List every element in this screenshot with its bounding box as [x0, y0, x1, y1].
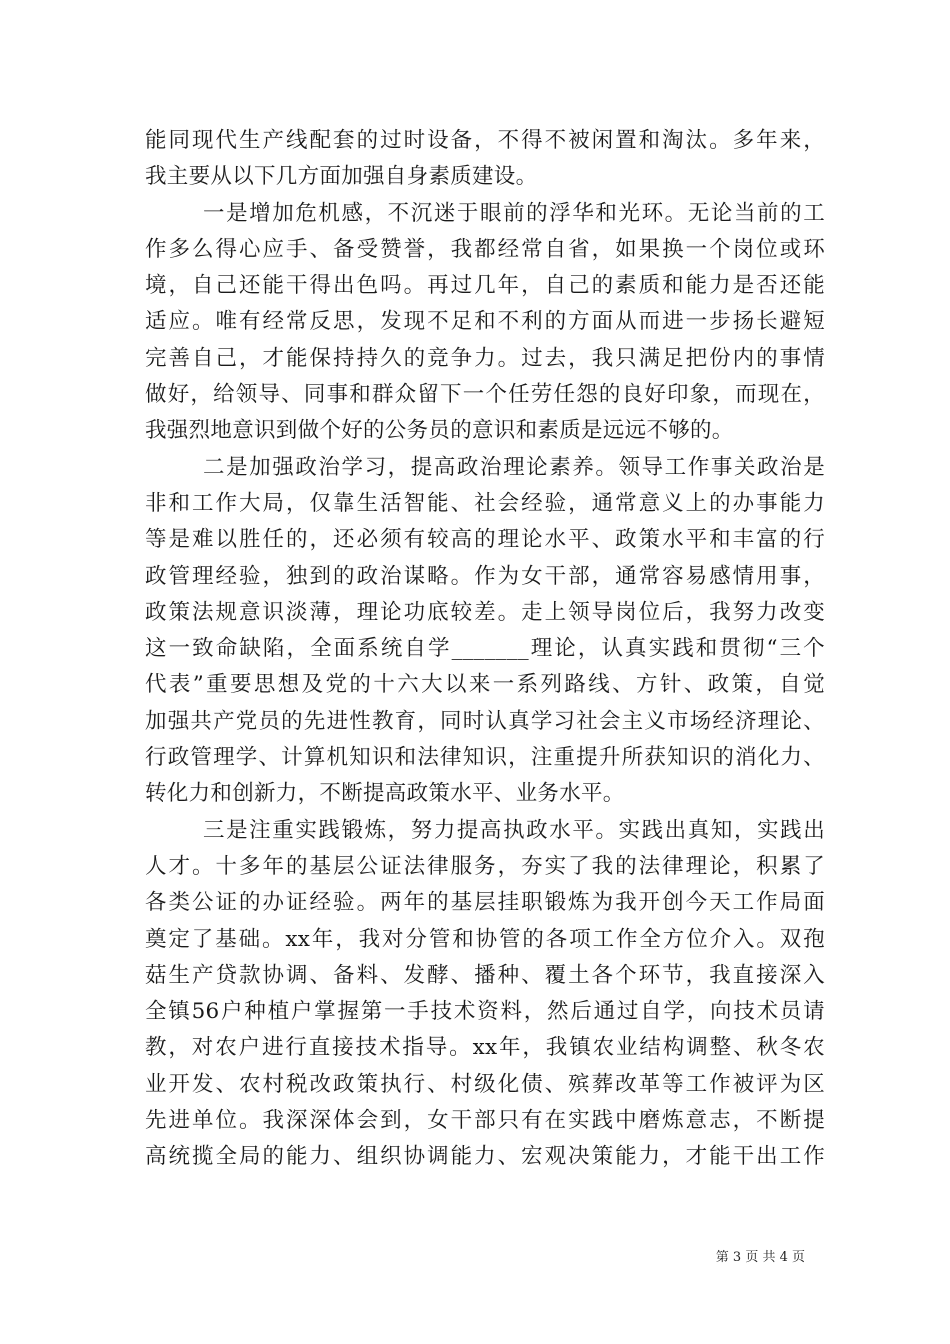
- body-text: [145, 123, 825, 1176]
- text-line: 我强烈地意识到做个好的公务员的意识和素质是远远不够的。: [145, 418, 734, 444]
- paragraph-start-line: 二是加强政治学习，提高政治理论素养。领导工作事关政治是: [203, 454, 825, 480]
- text-line: 完善自己，才能保持持久的竞争力。过去，我只满足把份内的事情: [145, 345, 825, 371]
- text-line: 行政管理学、计算机知识和法律知识，注重提升所获知识的消化力、: [145, 745, 825, 771]
- text-line: 先进单位。我深深体会到，女干部只有在实践中磨炼意志，不断提: [145, 1108, 825, 1134]
- text-line: 业开发、农村税改政策执行、村级化债、殡葬改革等工作被评为区: [145, 1071, 825, 1097]
- text-line: 适应。唯有经常反思，发现不足和不利的方面从而进一步扬长避短: [145, 309, 825, 335]
- text-line: 各类公证的办证经验。两年的基层挂职锻炼为我开创今天工作局面: [145, 890, 825, 916]
- text-line: 转化力和创新力，不断提高政策水平、业务水平。: [145, 781, 625, 807]
- paragraph-start-line: 三是注重实践锻炼，努力提高执政水平。实践出真知，实践出: [203, 817, 825, 843]
- text-line: 政管理经验，独到的政治谋略。作为女干部，通常容易感情用事，: [145, 563, 825, 589]
- text-line: 高统揽全局的能力、组织协调能力、宏观决策能力，才能干出工作: [145, 1144, 825, 1170]
- text-line: 这一致命缺陷，全面系统自学_______理论，认真实践和贯彻“三个: [145, 636, 825, 662]
- text-line: 加强共产党员的先进性教育，同时认真学习社会主义市场经济理论、: [145, 708, 825, 734]
- text-line: 教，对农户进行直接技术指导。xx年，我镇农业结构调整、秋冬农: [145, 1035, 825, 1061]
- text-line: 菇生产贷款协调、备料、发酵、播种、覆土各个环节，我直接深入: [145, 962, 825, 988]
- text-line: 等是难以胜任的，还必须有较高的理论水平、政策水平和丰富的行: [145, 527, 825, 553]
- text-line: 境，自己还能干得出色吗。再过几年，自己的素质和能力是否还能: [145, 273, 825, 299]
- text-line: 人才。十多年的基层公证法律服务，夯实了我的法律理论，积累了: [145, 853, 825, 879]
- text-line: 非和工作大局，仅靠生活智能、社会经验，通常意义上的办事能力: [145, 490, 825, 516]
- text-line: 作多么得心应手、备受赞誉，我都经常自省，如果换一个岗位或环: [145, 236, 825, 262]
- text-line: 我主要从以下几方面加强自身素质建设。: [145, 164, 538, 190]
- text-line: 能同现代生产线配套的过时设备，不得不被闲置和淘汰。多年来，: [145, 128, 825, 153]
- text-line: 代表”重要思想及党的十六大以来一系列路线、方针、政策，自觉: [145, 672, 825, 698]
- text-line: 政策法规意识淡薄，理论功底较差。走上领导岗位后，我努力改变: [145, 599, 825, 625]
- text-line: 做好，给领导、同事和群众留下一个任劳任怨的良好印象，而现在，: [145, 382, 825, 408]
- page-number-footer: 第 3 页 共 4 页: [715, 1250, 805, 1265]
- paragraph-start-line: 一是增加危机感，不沉迷于眼前的浮华和光环。无论当前的工: [203, 200, 825, 226]
- text-line: 全镇56户种植户掌握第一手技术资料，然后通过自学，向技术员请: [145, 999, 825, 1025]
- text-line: 奠定了基础。xx年，我对分管和协管的各项工作全方位介入。双孢: [145, 926, 825, 952]
